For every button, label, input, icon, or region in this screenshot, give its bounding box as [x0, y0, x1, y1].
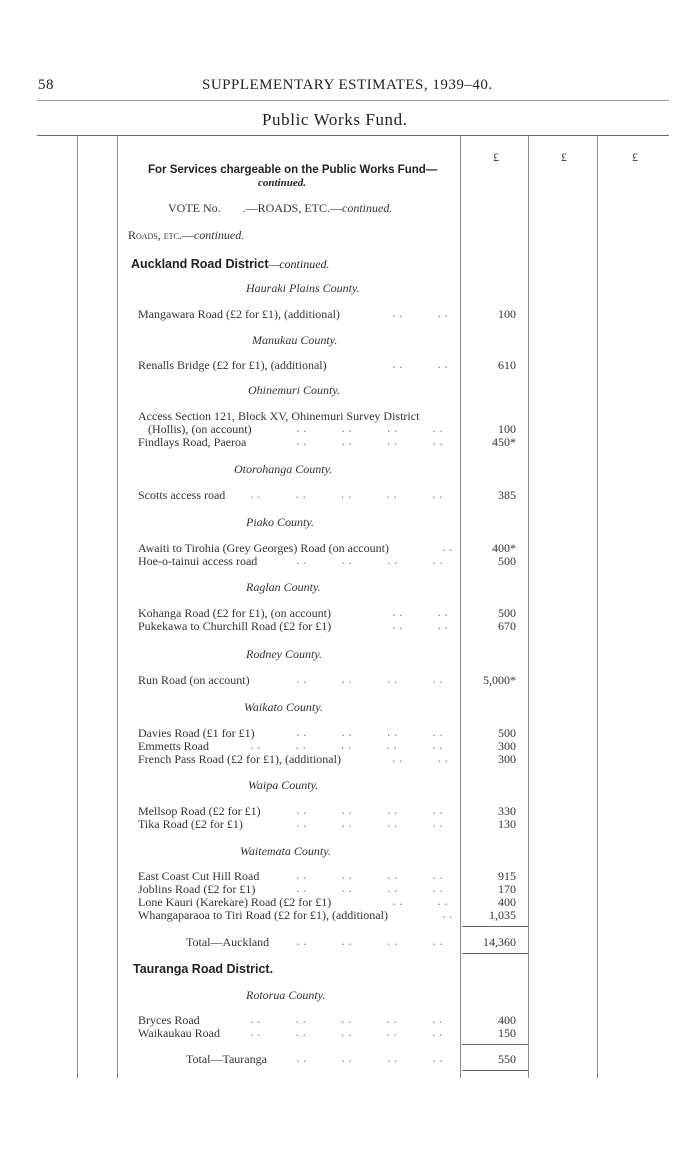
column-rule-amount-2	[528, 136, 529, 1078]
currency-col-3: £	[632, 150, 638, 164]
column-rule-left-inner	[117, 136, 118, 1078]
leader-dots: . . . .	[392, 606, 448, 619]
county-heading: Rodney County.	[246, 647, 322, 661]
leader-dots: . . . . . . . .	[296, 435, 443, 448]
county-heading: Otorohanga County.	[234, 462, 333, 476]
item-amount: 670	[498, 619, 516, 633]
item-label: Mellsop Road (£2 for £1)	[138, 804, 261, 818]
leader-dots: . . . . . . . .	[296, 882, 443, 895]
item-amount: 450*	[492, 435, 516, 449]
item-label: Pukekawa to Churchill Road (£2 for £1)	[138, 619, 332, 633]
county-heading: Waitemata County.	[240, 844, 331, 858]
leader-dots: . . . .	[392, 895, 448, 908]
county-heading: Ohinemuri County.	[248, 383, 340, 397]
column-rule-amount-3	[597, 136, 598, 1078]
leader-dots: . . . . . . . .	[296, 554, 443, 567]
page-number: 58	[38, 77, 54, 93]
auckland-district-cont: —continued.	[268, 257, 330, 271]
leader-dots: . .	[442, 541, 453, 554]
item-label: Tika Road (£2 for £1)	[138, 817, 243, 831]
leader-dots: . . . .	[392, 307, 448, 320]
vote-text: .—ROADS, ETC.—	[242, 201, 343, 215]
item-amount: 915	[498, 869, 516, 883]
leader-dots: . . . .	[392, 358, 448, 371]
leader-dots: . . . . . . . . . .	[250, 1026, 443, 1039]
vote-line	[168, 201, 392, 216]
item-amount: 100	[498, 307, 516, 321]
item-amount: 400	[498, 895, 516, 909]
item-label: (Hollis), (on account)	[148, 422, 252, 436]
section-heading: For Services chargeable on the Public Works Fund—	[148, 164, 438, 176]
item-amount: 130	[498, 817, 516, 831]
item-amount: 500	[498, 554, 516, 568]
total-label: Total—Auckland	[186, 935, 270, 949]
auckland-district-heading	[131, 253, 330, 272]
tauranga-district-title: Tauranga Road District.	[133, 962, 274, 976]
total-label: Total—Tauranga	[186, 1052, 267, 1066]
header-rule	[37, 100, 669, 101]
item-label: Scotts access road	[138, 488, 226, 502]
item-label: Mangawara Road (£2 for £1), (additional)	[138, 307, 340, 321]
currency-col-2: £	[561, 150, 567, 164]
total-rule-top	[462, 926, 528, 927]
item-amount: 500	[498, 726, 516, 740]
leader-dots: . . . . . . . . . .	[250, 1013, 443, 1026]
page-title: Public Works Fund.	[262, 110, 408, 129]
running-head: SUPPLEMENTARY ESTIMATES, 1939–40.	[202, 77, 493, 93]
item-label: Findlays Road, Paeroa	[138, 435, 247, 449]
item-label: Emmetts Road	[138, 739, 209, 753]
leader-dots: . . . . . . . .	[296, 1052, 443, 1065]
leader-dots: . . . . . . . .	[296, 817, 443, 830]
county-heading: Piako County.	[246, 515, 314, 529]
section-heading-cont: continued.	[258, 177, 306, 189]
item-label: Hoe-o-tainui access road	[138, 554, 258, 568]
item-label: Renalls Bridge (£2 for £1), (additional)	[138, 358, 327, 372]
item-amount: 170	[498, 882, 516, 896]
item-label: Davies Road (£1 for £1)	[138, 726, 255, 740]
leader-dots: . .	[442, 908, 453, 921]
item-amount: 500	[498, 606, 516, 620]
county-heading: Rotorua County.	[246, 988, 326, 1002]
item-amount: 300	[498, 739, 516, 753]
leader-dots: . . . . . . . .	[296, 804, 443, 817]
item-amount: 1,035	[489, 908, 516, 922]
item-amount: 400	[498, 1013, 516, 1027]
item-amount: 150	[498, 1026, 516, 1040]
roads-line	[128, 228, 244, 243]
item-label: Lone Kauri (Karekare) Road (£2 for £1)	[138, 895, 332, 909]
currency-col-1: £	[493, 150, 499, 164]
item-label: French Pass Road (£2 for £1), (additional)	[138, 752, 341, 766]
roads-cont: continued.	[193, 228, 245, 242]
vote-cont: continued.	[342, 201, 393, 215]
total-amount: 14,360	[483, 935, 516, 949]
leader-dots: . . . . . . . .	[296, 422, 443, 435]
item-label: Run Road (on account)	[138, 673, 250, 687]
item-amount: 400*	[492, 541, 516, 555]
county-heading: Waikato County.	[244, 700, 323, 714]
column-rule-amount-1	[460, 136, 461, 1078]
item-amount: 5,000*	[483, 673, 516, 687]
item-label: Kohanga Road (£2 for £1), (on account)	[138, 606, 331, 620]
county-heading: Manukau County.	[252, 333, 338, 347]
item-label: Whangaparaoa to Tiri Road (£2 for £1), (additional)	[138, 908, 388, 922]
column-rule-left-outer	[77, 136, 78, 1078]
total-rule-top	[462, 1044, 528, 1045]
leader-dots: . . . . . . . .	[296, 673, 443, 686]
auckland-district-title: Auckland Road District	[131, 257, 269, 271]
total-rule-bottom	[462, 1070, 528, 1071]
item-amount: 300	[498, 752, 516, 766]
item-amount: 610	[498, 358, 516, 372]
item-amount: 385	[498, 488, 516, 502]
leader-dots: . . . . . . . .	[296, 869, 443, 882]
item-label: East Coast Cut Hill Road	[138, 869, 260, 883]
leader-dots: . . . . . . . .	[296, 726, 443, 739]
total-amount: 550	[498, 1052, 516, 1066]
item-label: Bryces Road	[138, 1013, 200, 1027]
item-amount: 330	[498, 804, 516, 818]
county-heading: Waipa County.	[248, 778, 319, 792]
roads-label: Roads, etc.—	[128, 228, 194, 242]
vote-prefix: VOTE No.	[168, 201, 221, 215]
item-label: Access Section 121, Block XV, Ohinemuri Survey District	[138, 409, 420, 423]
item-amount: 100	[498, 422, 516, 436]
county-heading: Hauraki Plains County.	[246, 281, 360, 295]
leader-dots: . . . .	[392, 619, 448, 632]
title-rule	[37, 135, 669, 136]
leader-dots: . . . . . . . .	[296, 935, 443, 948]
item-label: Awaiti to Tirohia (Grey Georges) Road (on account)	[138, 541, 389, 555]
county-heading: Raglan County.	[246, 580, 321, 594]
item-label: Joblins Road (£2 for £1)	[138, 882, 256, 896]
total-rule-bottom	[462, 953, 528, 954]
item-label: Waikaukau Road	[138, 1026, 221, 1040]
leader-dots: . . . . . . . . . .	[250, 488, 443, 501]
leader-dots: . . . . . . . . . .	[250, 739, 443, 752]
leader-dots: . . . .	[392, 752, 448, 765]
